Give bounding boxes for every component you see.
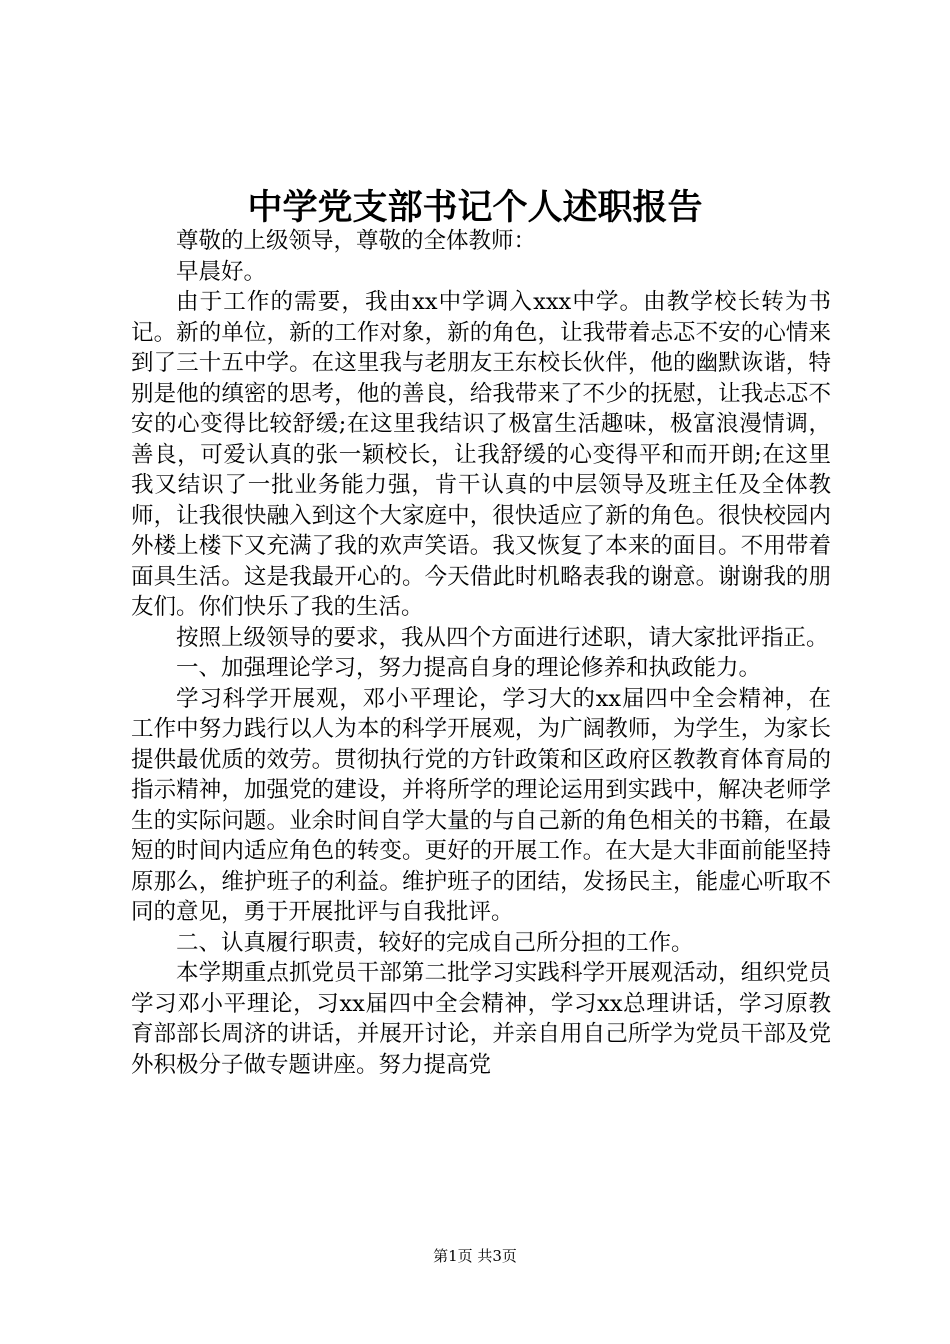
greeting: 早晨好。 [176, 258, 267, 285]
paragraph-duties: 本学期重点抓党员干部第二批学习实践科学开展观活动，组织党员学习邓小平理论，习xx届四中全会精神，学习xx总理讲话，学习原教育部部长周济的讲话，并展开讨论，并亲自用自己所学为党员干部及党外积极分子做专题讲座。努力提高党 [131, 960, 831, 1078]
paragraph-theory-study: 学习科学开展观，邓小平理论，学习大的xx届四中全会精神，在工作中努力践行以人为本的科学开展观，为广阔教师，为学生，为家长提供最优质的效劳。贯彻执行党的方针政策和区政府区教教育体育局的指示精神，加强党的建设，并将所学的理论运用到实践中，解决老师学生的实际问题。业余时间自学大量的与自己新的角色相关的书籍，在最短的时间内适应角色的转变。更好的开展工作。在大是大非面前能坚持原那么，维护班子的利益。维护班子的团结，发扬民主，能虚心听取不同的意见，勇于开展批评与自我批评。 [131, 685, 831, 925]
section-heading-1: 一、加强理论学习，努力提高自身的理论修养和执政能力。 [176, 655, 762, 681]
paragraph-intro: 由于工作的需要，我由xx中学调入xxx中学。由教学校长转为书记。新的单位，新的工作对象，新的角色，让我带着忐忑不安的心情来到了三十五中学。在这里我与老朋友王东校长伙伴，他的幽默诙谐，特别是他的缜密的思考，他的善良，给我带来了不少的抚慰，让我忐忑不安的心变得比较舒缓;在这里我结识了极富生活趣味，极富浪漫情调，善良，可爱认真的张一颖校长，让我舒缓的心变得平和而开朗;在这里我又结识了一批业务能力强，肯干认真的中层领导及班主任及全体教师，让我很快融入到这个大家庭中，很快适应了新的角色。很快校园内外楼上楼下又充满了我的欢声笑语。我又恢复了本来的面目。不用带着面具生活。这是我最开心的。今天借此时机略表我的谢意。谢谢我的朋友们。你们快乐了我的生活。 [131, 289, 831, 620]
document-body [131, 226, 831, 1080]
salutation: 尊敬的上级领导，尊敬的全体教师： [176, 228, 537, 254]
paragraph-report-outline: 按照上级领导的要求，我从四个方面进行述职，请大家批评指正。 [176, 624, 829, 651]
document-title: 中学党支部书记个人述职报告 [247, 187, 703, 228]
section-heading-2: 二、认真履行职责，较好的完成自己所分担的工作。 [176, 929, 694, 956]
page-footer: 第1页 共3页 [433, 1247, 517, 1265]
